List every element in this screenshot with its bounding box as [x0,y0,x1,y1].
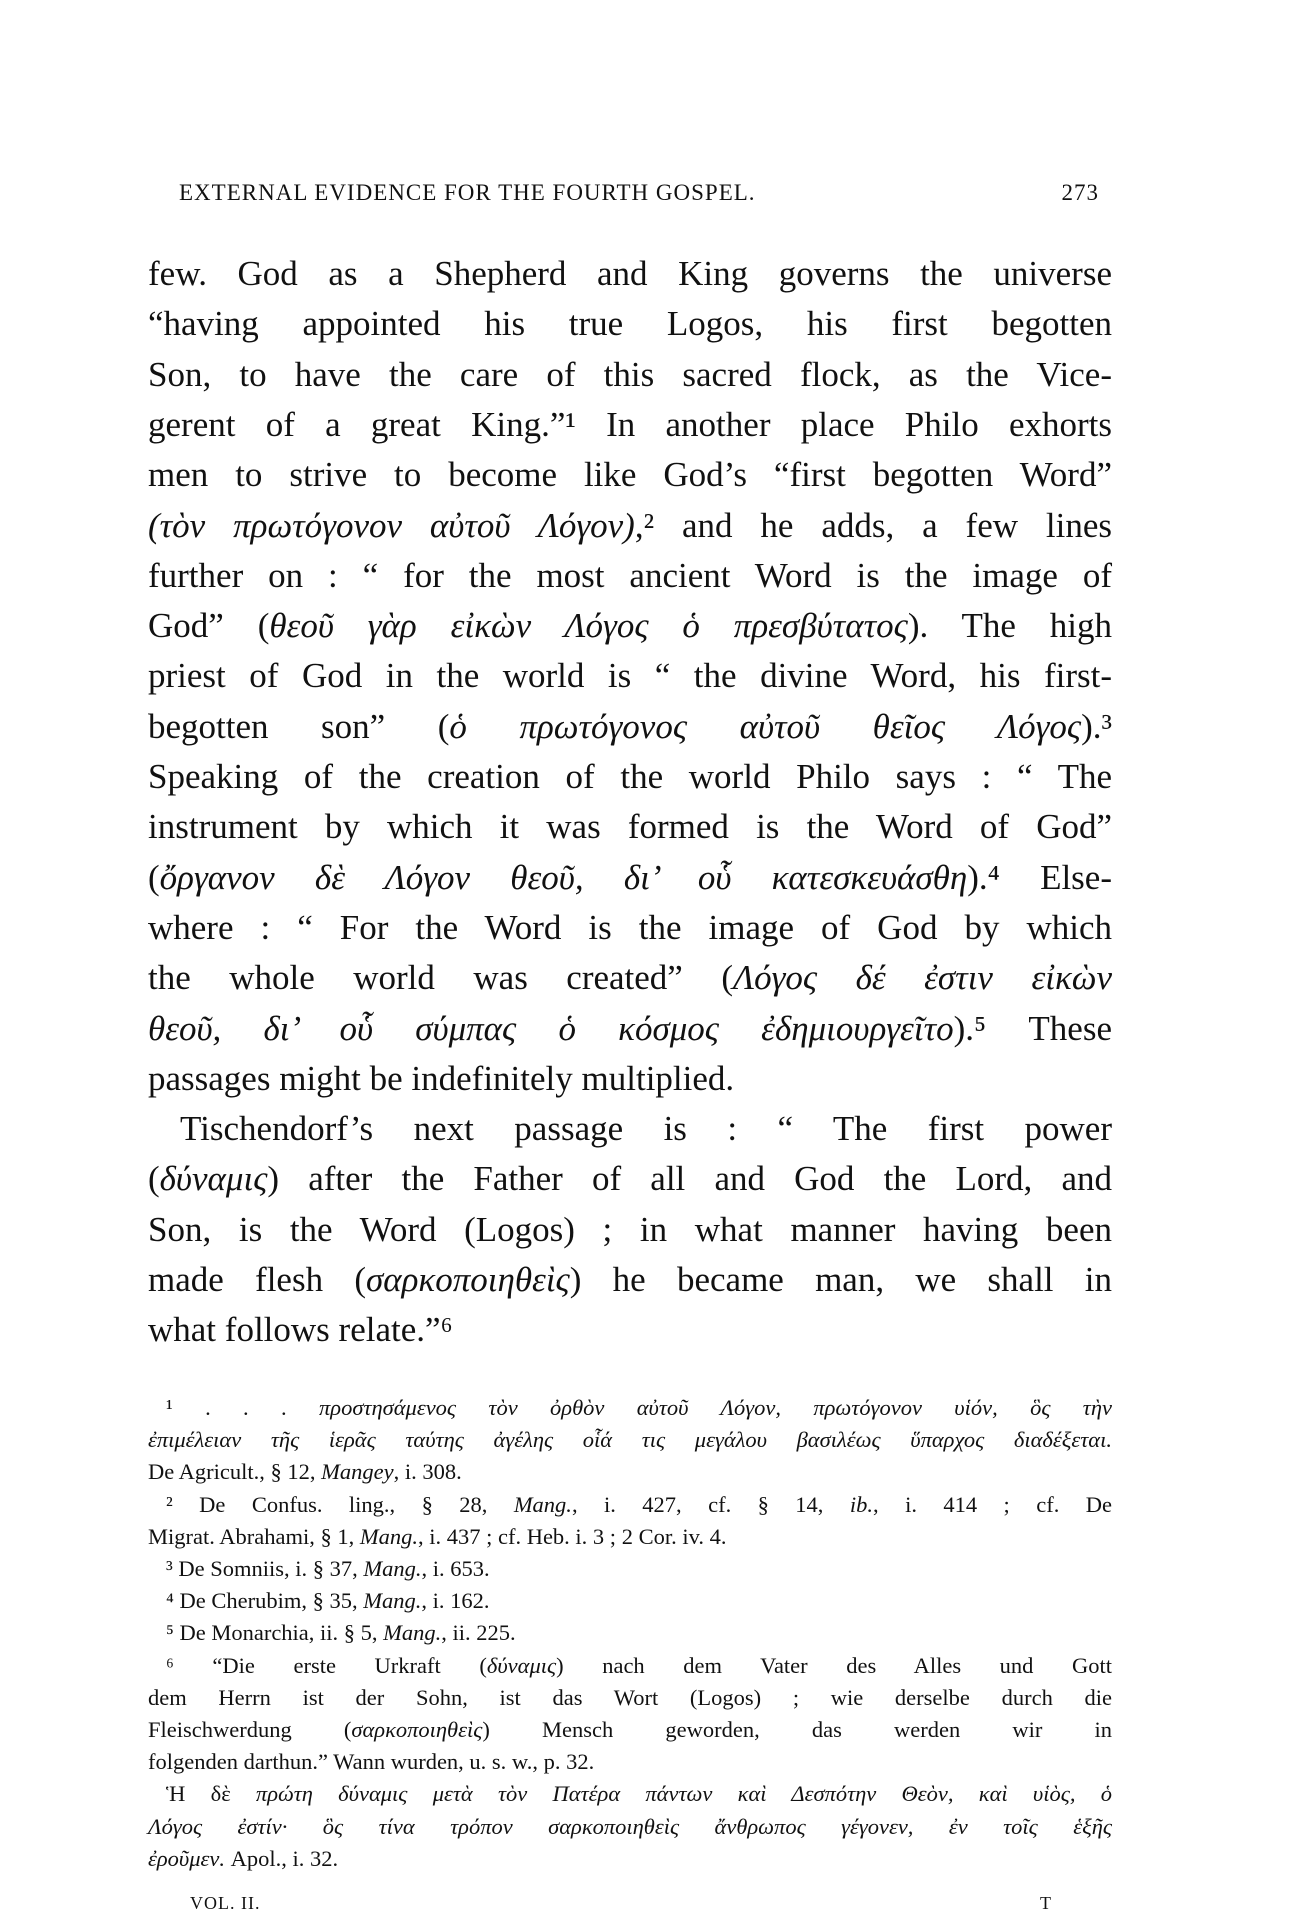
signature-mark: T [1040,1893,1052,1913]
text-run: , ii. 225. [441,1620,516,1646]
italic-text: σαρκοποιηθεὶς [366,1260,570,1299]
body-line [148,302,1112,346]
footnote-line [148,1844,1112,1874]
text-run: , i. 414 ; cf. De [873,1491,1112,1517]
text-run: instrument by which it was formed is the Word of God” [148,807,1112,847]
footnote-line [148,1522,1112,1552]
text-run: ⁵ De Monarchia, ii. § 5, [166,1620,384,1646]
italic-text: σαρκοποιηθεὶς [351,1717,483,1742]
italic-text: Mang. [513,1491,572,1517]
body-line [148,856,1112,900]
text-run: further on : “ for the most ancient Word is the image of [148,555,1112,595]
body-line [148,755,1112,799]
italic-text: Mang. [359,1523,418,1549]
italic-text: Mang. [383,1620,442,1646]
body-line [148,805,1112,849]
text-run: Apol., i. 32. [225,1845,339,1871]
text-run: “having appointed his true Logos, his first begotten [148,304,1112,344]
text-run: ).³ [1081,706,1112,746]
body-line [148,403,1112,447]
footnote-line [148,1812,1112,1842]
footnote-line [166,1554,1112,1584]
running-title: EXTERNAL EVIDENCE FOR THE FOURTH GOSPEL. [179,180,756,205]
body-line [148,705,1112,749]
body-line [148,453,1112,497]
text-run: ). The high [907,606,1112,646]
text-run: ⁴ De Cherubim, § 35, [166,1588,364,1614]
body-line [148,1057,1112,1101]
text-run: ² De Confus. ling., § 28, [166,1491,514,1517]
text-run: Ἡ δὲ [166,1781,256,1807]
body-line [148,1007,1112,1051]
text-run: De Agricult., § 12, [148,1459,322,1485]
footnote-line [166,1651,1112,1681]
footnote-line [166,1779,1112,1809]
text-run: gerent of a great King.”¹ In another place Philo exhorts [148,404,1112,444]
italic-text: θεοῦ, δι’ οὗ σύμπας ὁ κόσμος ἐδημιουργεῖτο [148,1008,954,1048]
body-line [148,353,1112,397]
italic-text: ib. [849,1491,874,1517]
footnote-line [148,1425,1112,1455]
text-run: men to strive to become like God’s “first begotten Word” [148,455,1112,495]
text-run: ¹ . . . [166,1395,319,1420]
text-run: passages might be indefinitely multiplied. [148,1058,735,1098]
italic-text: δύναμις [159,1159,268,1199]
text-run: ( [148,1159,160,1199]
text-run: ).⁵ These [953,1008,1112,1048]
body-line [148,554,1112,598]
running-header [179,180,1099,206]
body-line [148,1157,1112,1201]
italic-text: ἐπιμέλειαν τῆς ἱερᾶς ταύτης ἀγέλης οἷά τις μεγάλου βασιλέως ὕπαρχος διαδέξεται. [148,1427,1112,1453]
text-run: ).⁴ Else- [967,857,1112,897]
body-line [148,252,1112,296]
body-line [148,906,1112,950]
italic-text: Mang. [363,1588,422,1614]
text-run: , i. 162. [421,1588,490,1614]
body-line [148,504,1112,548]
text-run: ³ De Somniis, i. § 37, [166,1556,364,1581]
text-run: ) after the Father of all and God the Lord, and [267,1159,1112,1199]
text-run: ) Mensch geworden, das werden wir in [482,1717,1112,1742]
italic-text: ὁ πρωτόγονος αὐτοῦ θεῖος Λόγος [449,706,1082,746]
text-run: made flesh ( [148,1260,366,1299]
text-run: where : “ For the Word is the image of God by which [148,907,1112,947]
text-run: , i. 653. [421,1556,490,1581]
italic-text: Mang. [363,1556,422,1581]
page-number: 273 [1061,180,1099,205]
footnote-line [148,1715,1112,1745]
text-run: God” ( [148,606,270,646]
text-run: Fleischwerdung ( [148,1717,352,1742]
italic-text: προστησάμενος τὸν ὀρθὸν αὐτοῦ Λόγον, πρωτόγονον υἱόν, ὃς τὴν [319,1395,1112,1420]
text-run: Son, is the Word (Logos) ; in what manner having been [148,1209,1112,1249]
text-run: folgenden darthun.” Wann wurden, u. s. w., p. 32. [148,1749,595,1775]
text-run: Migrat. Abrahami, § 1, [148,1523,360,1549]
text-run: few. God as a Shepherd and King governs the universe [148,254,1112,293]
text-run: priest of God in the world is “ the divine Word, his first- [148,656,1112,696]
footnote-line [148,1747,1112,1777]
volume-mark: VOL. II. [190,1893,261,1913]
text-run: Tischendorf’s next passage is : “ The first power [180,1109,1112,1149]
text-run: ⁶ “Die erste Urkraft ( [166,1652,487,1678]
body-line [180,1107,1112,1151]
footnote-line [166,1490,1112,1520]
italic-text: θεοῦ γὰρ εἰκὼν Λόγος ὁ πρεσβύτατος [269,606,908,646]
text-run: the whole world was created” ( [148,958,733,998]
text-run: , i. 308. [393,1459,462,1485]
footnote-line [148,1457,1112,1487]
text-run: what follows relate.”⁶ [148,1310,453,1350]
text-run: ( [148,857,160,897]
italic-text: Λόγος ἐστίν· ὃς τίνα τρόπον σαρκοποιηθεὶς ἄνθρωπος γέγονεν, ἐν τοῖς ἑξῆς [148,1813,1112,1839]
footnote-line [166,1586,1112,1616]
body-line [148,1208,1112,1252]
italic-text: πρώτη δύναμις μετὰ τὸν Πατέρα πάντων καὶ Δεσπότην Θεὸν, καὶ υἱὸς, ὁ [255,1781,1112,1807]
italic-text: ὄργανον δὲ Λόγον θεοῦ, δι’ οὗ κατεσκευάσθη [159,857,968,897]
italic-text: Λόγος δέ ἐστιν εἰκὼν [732,958,1113,998]
text-run: , i. 437 ; cf. Heb. i. 3 ; 2 Cor. iv. 4. [417,1523,727,1549]
text-run: begotten son” ( [148,706,450,746]
text-run: Speaking of the creation of the world Philo says : “ The [148,757,1112,796]
text-run: dem Herrn ist der Sohn, ist das Wort (Logos) ; wie derselbe durch die [148,1684,1112,1710]
text-run: ) nach dem Vater des Alles und Gott [556,1652,1113,1678]
italic-text: (τὸν πρωτόγονον αὐτοῦ Λόγον) [148,505,635,545]
text-run: ,² and he adds, a few lines [634,505,1112,545]
italic-text: ἐροῦμεν. [148,1845,226,1871]
text-run: Son, to have the care of this sacred flock, as the Vice- [148,354,1112,394]
body-line [148,956,1112,1000]
body-line [148,1258,1112,1302]
text-run: , i. 427, cf. § 14, [571,1491,850,1517]
footnote-line [166,1393,1112,1423]
body-line [148,654,1112,698]
body-line [148,1308,1112,1352]
italic-text: Mangey [321,1459,394,1485]
footnote-line [166,1618,1112,1648]
italic-text: δύναμις [486,1652,557,1678]
footnote-line [148,1683,1112,1713]
body-line [148,604,1112,648]
text-run: ) he became man, we shall in [569,1260,1113,1299]
